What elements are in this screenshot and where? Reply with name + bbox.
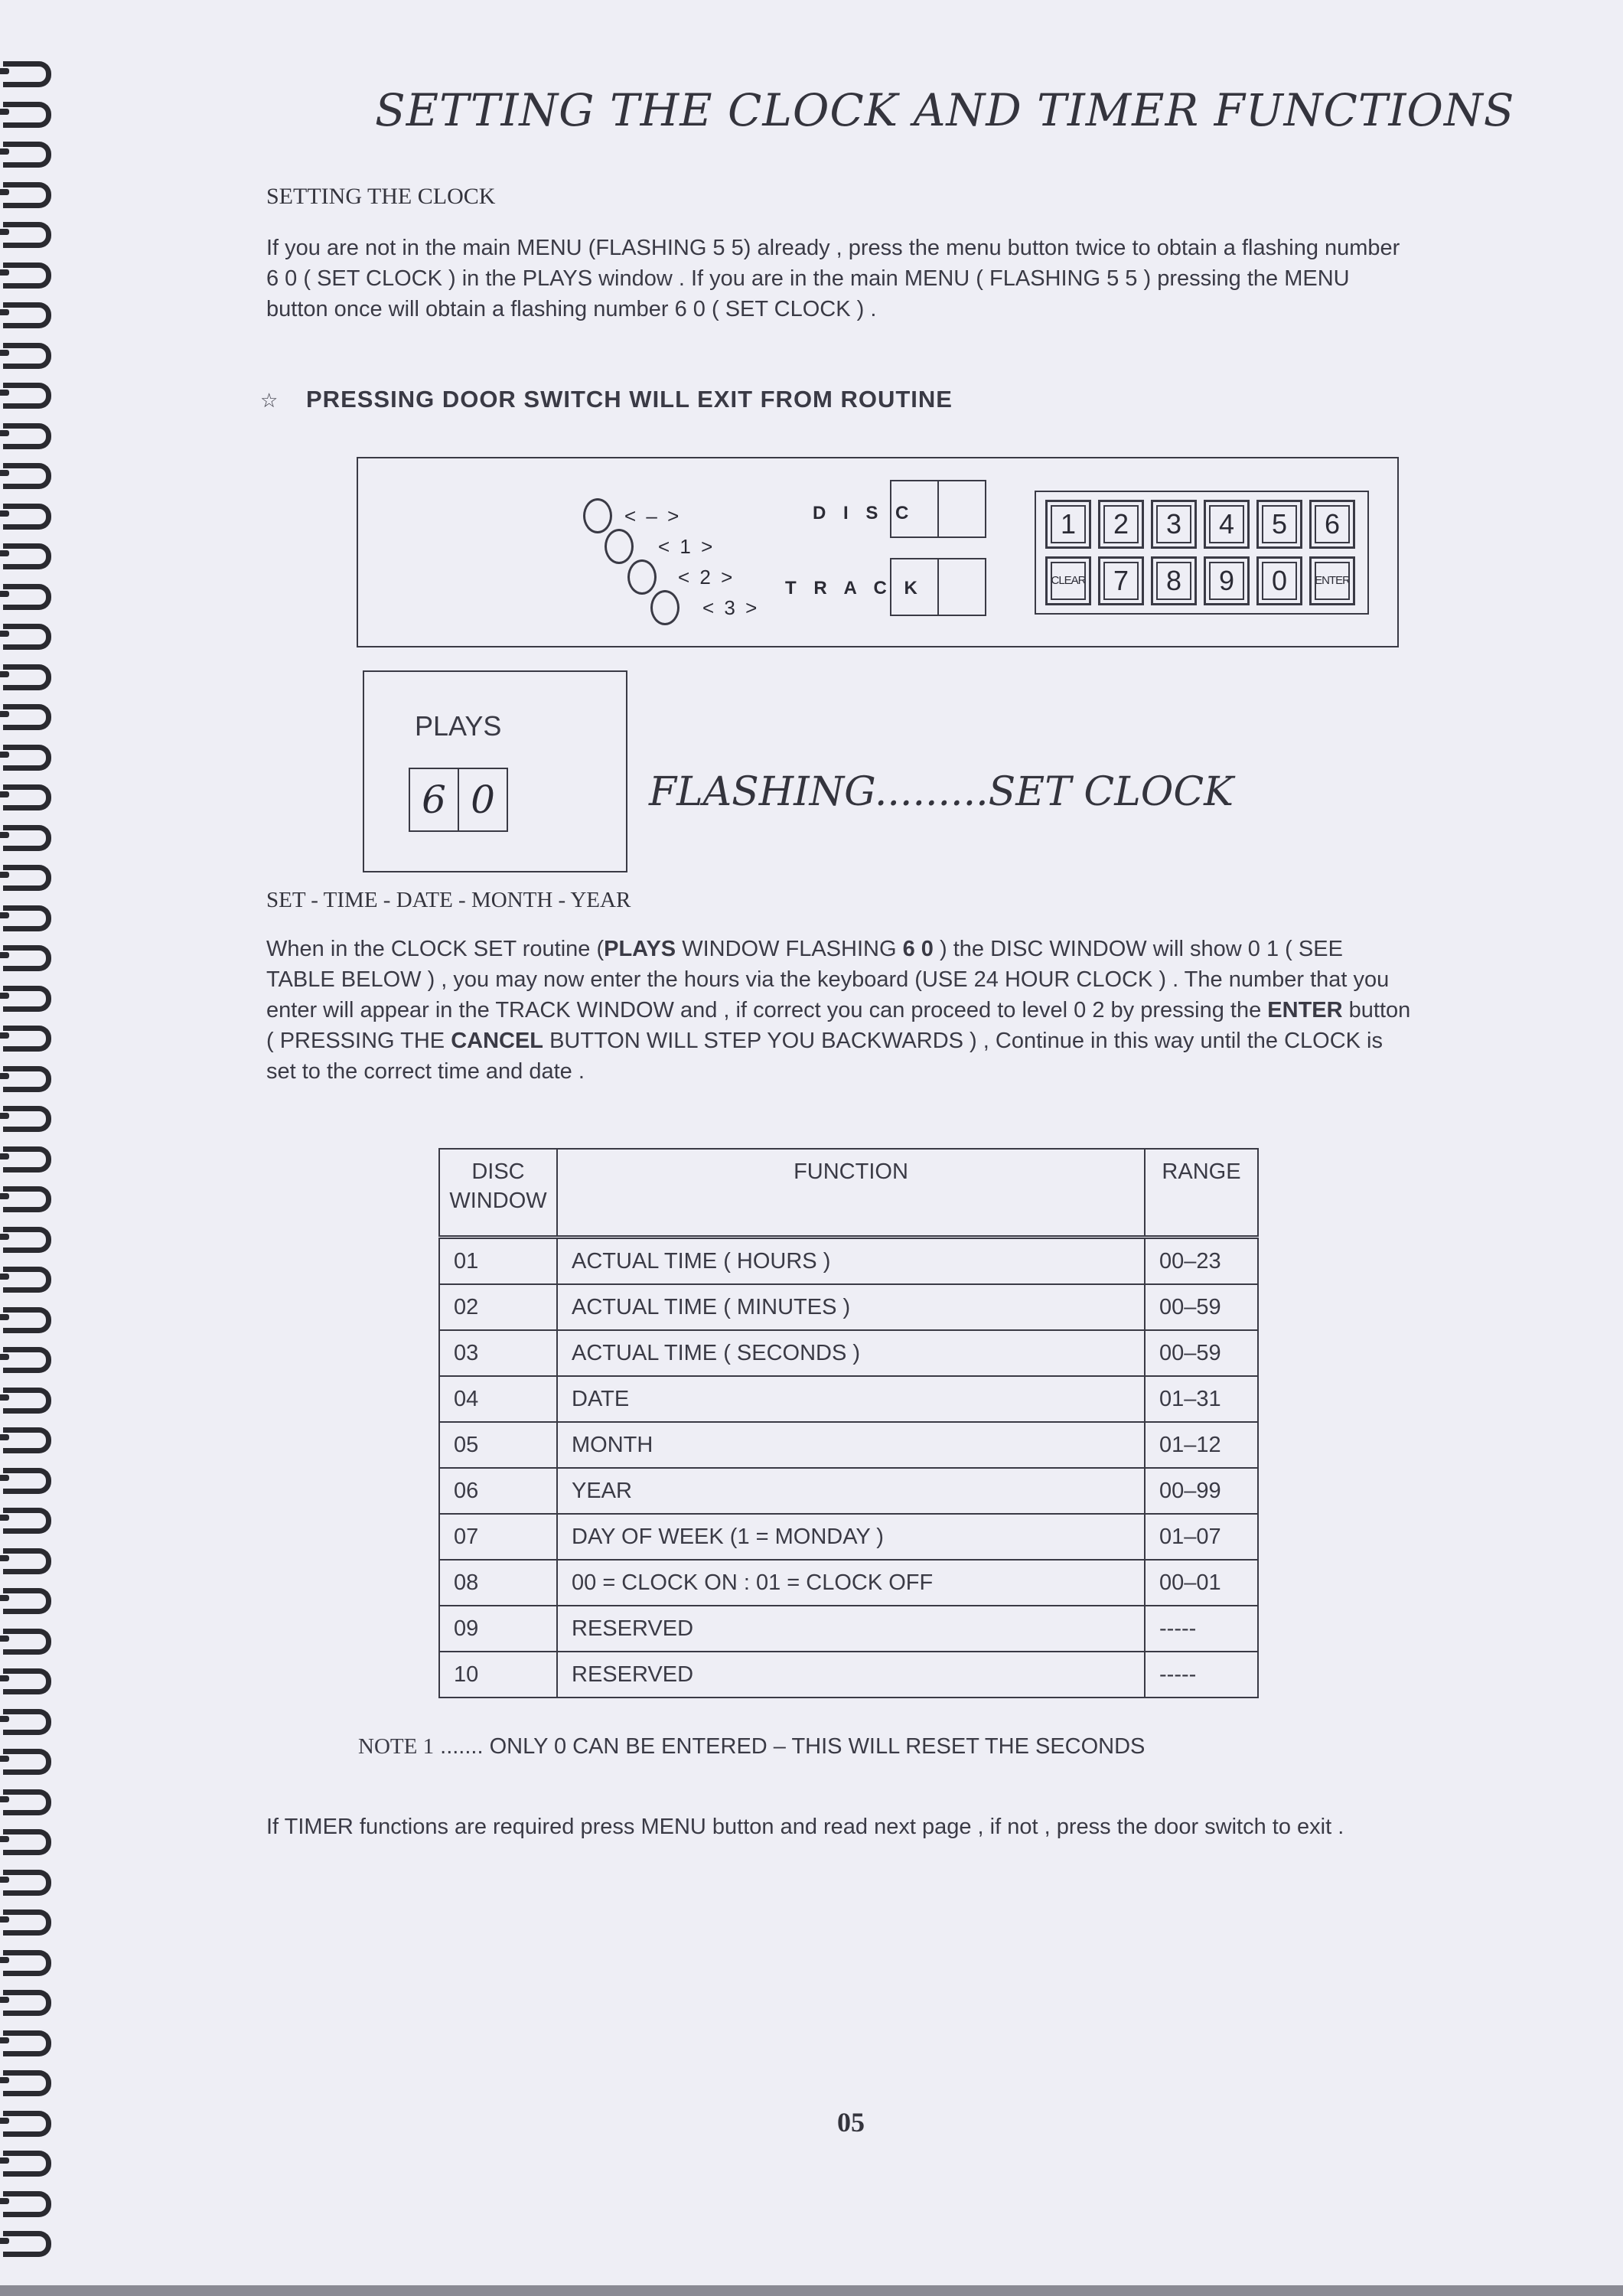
binding-coil-icon bbox=[3, 1227, 51, 1253]
set-subheading: SET - TIME - DATE - MONTH - YEAR bbox=[266, 888, 631, 912]
function-cell: DAY OF WEEK (1 = MONDAY ) bbox=[557, 1514, 1145, 1560]
selector-knob-icon bbox=[605, 529, 634, 564]
note-1 bbox=[358, 1734, 1145, 1760]
plays-window-diagram bbox=[363, 670, 627, 872]
page-title: SETTING THE CLOCK AND TIMER FUNCTIONS bbox=[375, 84, 1515, 136]
disc-window-cell: 07 bbox=[439, 1514, 557, 1560]
table-row bbox=[439, 1238, 1258, 1285]
note-label: NOTE 1 bbox=[358, 1734, 435, 1759]
plays-digits bbox=[409, 768, 508, 832]
range-cell: 01–31 bbox=[1145, 1376, 1258, 1422]
header-disc-window: DISC WINDOW bbox=[439, 1149, 557, 1238]
function-cell: ACTUAL TIME ( SECONDS ) bbox=[557, 1330, 1145, 1376]
binding-coil-icon bbox=[3, 2151, 51, 2177]
binding-coil-icon bbox=[3, 1146, 51, 1172]
range-cell: 00–59 bbox=[1145, 1284, 1258, 1330]
notice-text: PRESSING DOOR SWITCH WILL EXIT FROM ROUTINE bbox=[306, 386, 953, 413]
binding-coil-icon bbox=[3, 423, 51, 449]
binding-coil-icon bbox=[3, 2191, 51, 2217]
binding-coil-icon bbox=[3, 102, 51, 128]
function-cell: RESERVED bbox=[557, 1652, 1145, 1698]
body-bold: 6 0 bbox=[902, 937, 934, 961]
binding-coil-icon bbox=[3, 1427, 51, 1453]
binding-coil-icon bbox=[3, 986, 51, 1012]
function-cell: ACTUAL TIME ( MINUTES ) bbox=[557, 1284, 1145, 1330]
binding-coil-icon bbox=[3, 1588, 51, 1614]
final-paragraph: If TIMER functions are required press MENU button and read next page , if not , press the door switch to exit . bbox=[266, 1815, 1344, 1839]
key-enter: ENTER bbox=[1309, 556, 1355, 605]
key-9: 9 bbox=[1204, 556, 1250, 605]
binding-coil-icon bbox=[3, 945, 51, 971]
range-cell: ----- bbox=[1145, 1606, 1258, 1652]
binding-coil-icon bbox=[3, 1749, 51, 1775]
spiral-binding bbox=[0, 61, 54, 2273]
binding-coil-icon bbox=[3, 704, 51, 730]
binding-coil-icon bbox=[3, 1066, 51, 1092]
key-6: 6 bbox=[1309, 500, 1355, 549]
function-cell: YEAR bbox=[557, 1468, 1145, 1514]
binding-coil-icon bbox=[3, 263, 51, 289]
binding-coil-icon bbox=[3, 584, 51, 610]
binding-coil-icon bbox=[3, 745, 51, 771]
binding-coil-icon bbox=[3, 343, 51, 369]
page-number: 05 bbox=[837, 2107, 865, 2138]
table-body bbox=[439, 1238, 1258, 1698]
disc-window-cell: 03 bbox=[439, 1330, 557, 1376]
binding-coil-icon bbox=[3, 1388, 51, 1414]
range-cell: 00–01 bbox=[1145, 1560, 1258, 1606]
note-text: ....... ONLY 0 CAN BE ENTERED – THIS WILL RESET THE SECONDS bbox=[434, 1734, 1146, 1759]
binding-coil-icon bbox=[3, 1668, 51, 1694]
disc-window-cell: 05 bbox=[439, 1422, 557, 1468]
range-cell: 00–59 bbox=[1145, 1330, 1258, 1376]
body-text: button ( PRESSING THE bbox=[266, 998, 1411, 1053]
range-cell: 01–07 bbox=[1145, 1514, 1258, 1560]
table-row bbox=[439, 1560, 1258, 1606]
binding-coil-icon bbox=[3, 1347, 51, 1373]
binding-coil-icon bbox=[3, 222, 51, 248]
key-4: 4 bbox=[1204, 500, 1250, 549]
binding-coil-icon bbox=[3, 865, 51, 891]
disc-window-cell: 10 bbox=[439, 1652, 557, 1698]
table-row bbox=[439, 1376, 1258, 1422]
selector-knob-icon bbox=[650, 590, 680, 625]
binding-coil-icon bbox=[3, 1186, 51, 1212]
clock-set-paragraph bbox=[266, 934, 1414, 1087]
page-bottom-edge bbox=[0, 2285, 1623, 2296]
key-5: 5 bbox=[1256, 500, 1302, 549]
binding-coil-icon bbox=[3, 1990, 51, 2016]
front-panel-diagram bbox=[357, 457, 1399, 647]
key-clear: CLEAR bbox=[1045, 556, 1091, 605]
binding-coil-icon bbox=[3, 463, 51, 489]
knob-label: < 1 > bbox=[658, 535, 715, 558]
binding-coil-icon bbox=[3, 543, 51, 569]
range-cell: 00–23 bbox=[1145, 1238, 1258, 1285]
function-cell: DATE bbox=[557, 1376, 1145, 1422]
binding-coil-icon bbox=[3, 182, 51, 208]
body-text: WINDOW FLASHING bbox=[676, 937, 903, 961]
binding-coil-icon bbox=[3, 825, 51, 851]
track-window-digit bbox=[937, 558, 986, 616]
keypad bbox=[1035, 491, 1369, 615]
binding-coil-icon bbox=[3, 2030, 51, 2056]
binding-coil-icon bbox=[3, 504, 51, 530]
binding-coil-icon bbox=[3, 1870, 51, 1896]
key-7: 7 bbox=[1098, 556, 1144, 605]
table-row bbox=[439, 1606, 1258, 1652]
disc-window-cell: 04 bbox=[439, 1376, 557, 1422]
table-row bbox=[439, 1468, 1258, 1514]
knob-label: < 2 > bbox=[678, 566, 735, 589]
key-3: 3 bbox=[1151, 500, 1197, 549]
door-switch-notice bbox=[260, 386, 953, 413]
body-text: BUTTON WILL STEP YOU BACKWARDS ) , Continue in this way until the CLOCK is set to the correct time and date . bbox=[266, 1029, 1383, 1084]
function-cell: ACTUAL TIME ( HOURS ) bbox=[557, 1238, 1145, 1285]
binding-coil-icon bbox=[3, 664, 51, 690]
disc-window-digit bbox=[937, 480, 986, 538]
disc-window-cell: 01 bbox=[439, 1238, 557, 1285]
header-range: RANGE bbox=[1145, 1149, 1258, 1238]
binding-coil-icon bbox=[3, 61, 51, 87]
binding-coil-icon bbox=[3, 302, 51, 328]
disc-label: D I S C bbox=[813, 503, 915, 523]
plays-digit: 6 bbox=[410, 769, 459, 830]
table-row bbox=[439, 1514, 1258, 1560]
binding-coil-icon bbox=[3, 1307, 51, 1333]
section-heading: SETTING THE CLOCK bbox=[266, 184, 496, 209]
clock-settings-table bbox=[438, 1148, 1259, 1698]
range-cell: ----- bbox=[1145, 1652, 1258, 1698]
binding-coil-icon bbox=[3, 1508, 51, 1534]
disc-window-cell: 06 bbox=[439, 1468, 557, 1514]
function-cell: MONTH bbox=[557, 1422, 1145, 1468]
binding-coil-icon bbox=[3, 624, 51, 650]
table-header-row bbox=[439, 1149, 1258, 1238]
binding-coil-icon bbox=[3, 1548, 51, 1574]
selector-knob-icon bbox=[583, 498, 612, 533]
table-row bbox=[439, 1422, 1258, 1468]
binding-coil-icon bbox=[3, 1829, 51, 1855]
body-text: ) the DISC WINDOW will show 0 1 ( SEE TABLE BELOW ) , you may now enter the hours via the keyboard (USE 24 HOUR CLOCK ) . The number that you enter will appear in the TRACK WINDOW and , if correct you can proceed to level 0 2 by pressing the bbox=[266, 937, 1390, 1022]
table-row bbox=[439, 1652, 1258, 1698]
binding-coil-icon bbox=[3, 2231, 51, 2257]
binding-coil-icon bbox=[3, 142, 51, 168]
disc-window-digit bbox=[890, 480, 939, 538]
binding-coil-icon bbox=[3, 1789, 51, 1815]
track-window-digit bbox=[890, 558, 939, 616]
selector-knob-icon bbox=[627, 559, 657, 595]
binding-coil-icon bbox=[3, 1106, 51, 1132]
body-text: When in the CLOCK SET routine ( bbox=[266, 937, 605, 961]
intro-paragraph: If you are not in the main MENU (FLASHING 5 5) already , press the menu button twice to obtain a flashing number 6 0 ( SET CLOCK ) in the PLAYS window . If you are in the main MENU ( FLASHING 5 5 ) pressing the MENU button once will obtain a flashing number 6 0 ( SET CLOCK ) . bbox=[266, 236, 1400, 321]
range-cell: 00–99 bbox=[1145, 1468, 1258, 1514]
key-0: 0 bbox=[1256, 556, 1302, 605]
header-function: FUNCTION bbox=[557, 1149, 1145, 1238]
function-cell: RESERVED bbox=[557, 1606, 1145, 1652]
function-cell: 00 = CLOCK ON : 01 = CLOCK OFF bbox=[557, 1560, 1145, 1606]
plays-label: PLAYS bbox=[415, 710, 502, 742]
table-row bbox=[439, 1284, 1258, 1330]
disc-window-cell: 08 bbox=[439, 1560, 557, 1606]
binding-coil-icon bbox=[3, 2070, 51, 2096]
knob-label: < 3 > bbox=[702, 596, 760, 619]
binding-coil-icon bbox=[3, 1267, 51, 1293]
disc-window-cell: 02 bbox=[439, 1284, 557, 1330]
binding-coil-icon bbox=[3, 905, 51, 931]
binding-coil-icon bbox=[3, 1468, 51, 1494]
table-row bbox=[439, 1330, 1258, 1376]
disc-window-cell: 09 bbox=[439, 1606, 557, 1652]
binding-coil-icon bbox=[3, 1629, 51, 1655]
binding-coil-icon bbox=[3, 1950, 51, 1976]
binding-coil-icon bbox=[3, 1910, 51, 1936]
knob-label: < – > bbox=[624, 504, 682, 527]
track-label: T R A C K bbox=[785, 578, 924, 598]
flashing-caption: FLASHING.........SET CLOCK bbox=[649, 769, 1234, 815]
body-bold: PLAYS bbox=[604, 937, 676, 961]
body-bold: ENTER bbox=[1267, 998, 1343, 1022]
binding-coil-icon bbox=[3, 784, 51, 810]
binding-coil-icon bbox=[3, 1709, 51, 1735]
binding-coil-icon bbox=[3, 383, 51, 409]
range-cell: 01–12 bbox=[1145, 1422, 1258, 1468]
star-icon: ☆ bbox=[260, 389, 279, 412]
plays-digit: 0 bbox=[471, 778, 495, 822]
key-2: 2 bbox=[1098, 500, 1144, 549]
body-bold: CANCEL bbox=[451, 1029, 544, 1053]
binding-coil-icon bbox=[3, 1026, 51, 1052]
binding-coil-icon bbox=[3, 2111, 51, 2137]
key-8: 8 bbox=[1151, 556, 1197, 605]
key-1: 1 bbox=[1045, 500, 1091, 549]
